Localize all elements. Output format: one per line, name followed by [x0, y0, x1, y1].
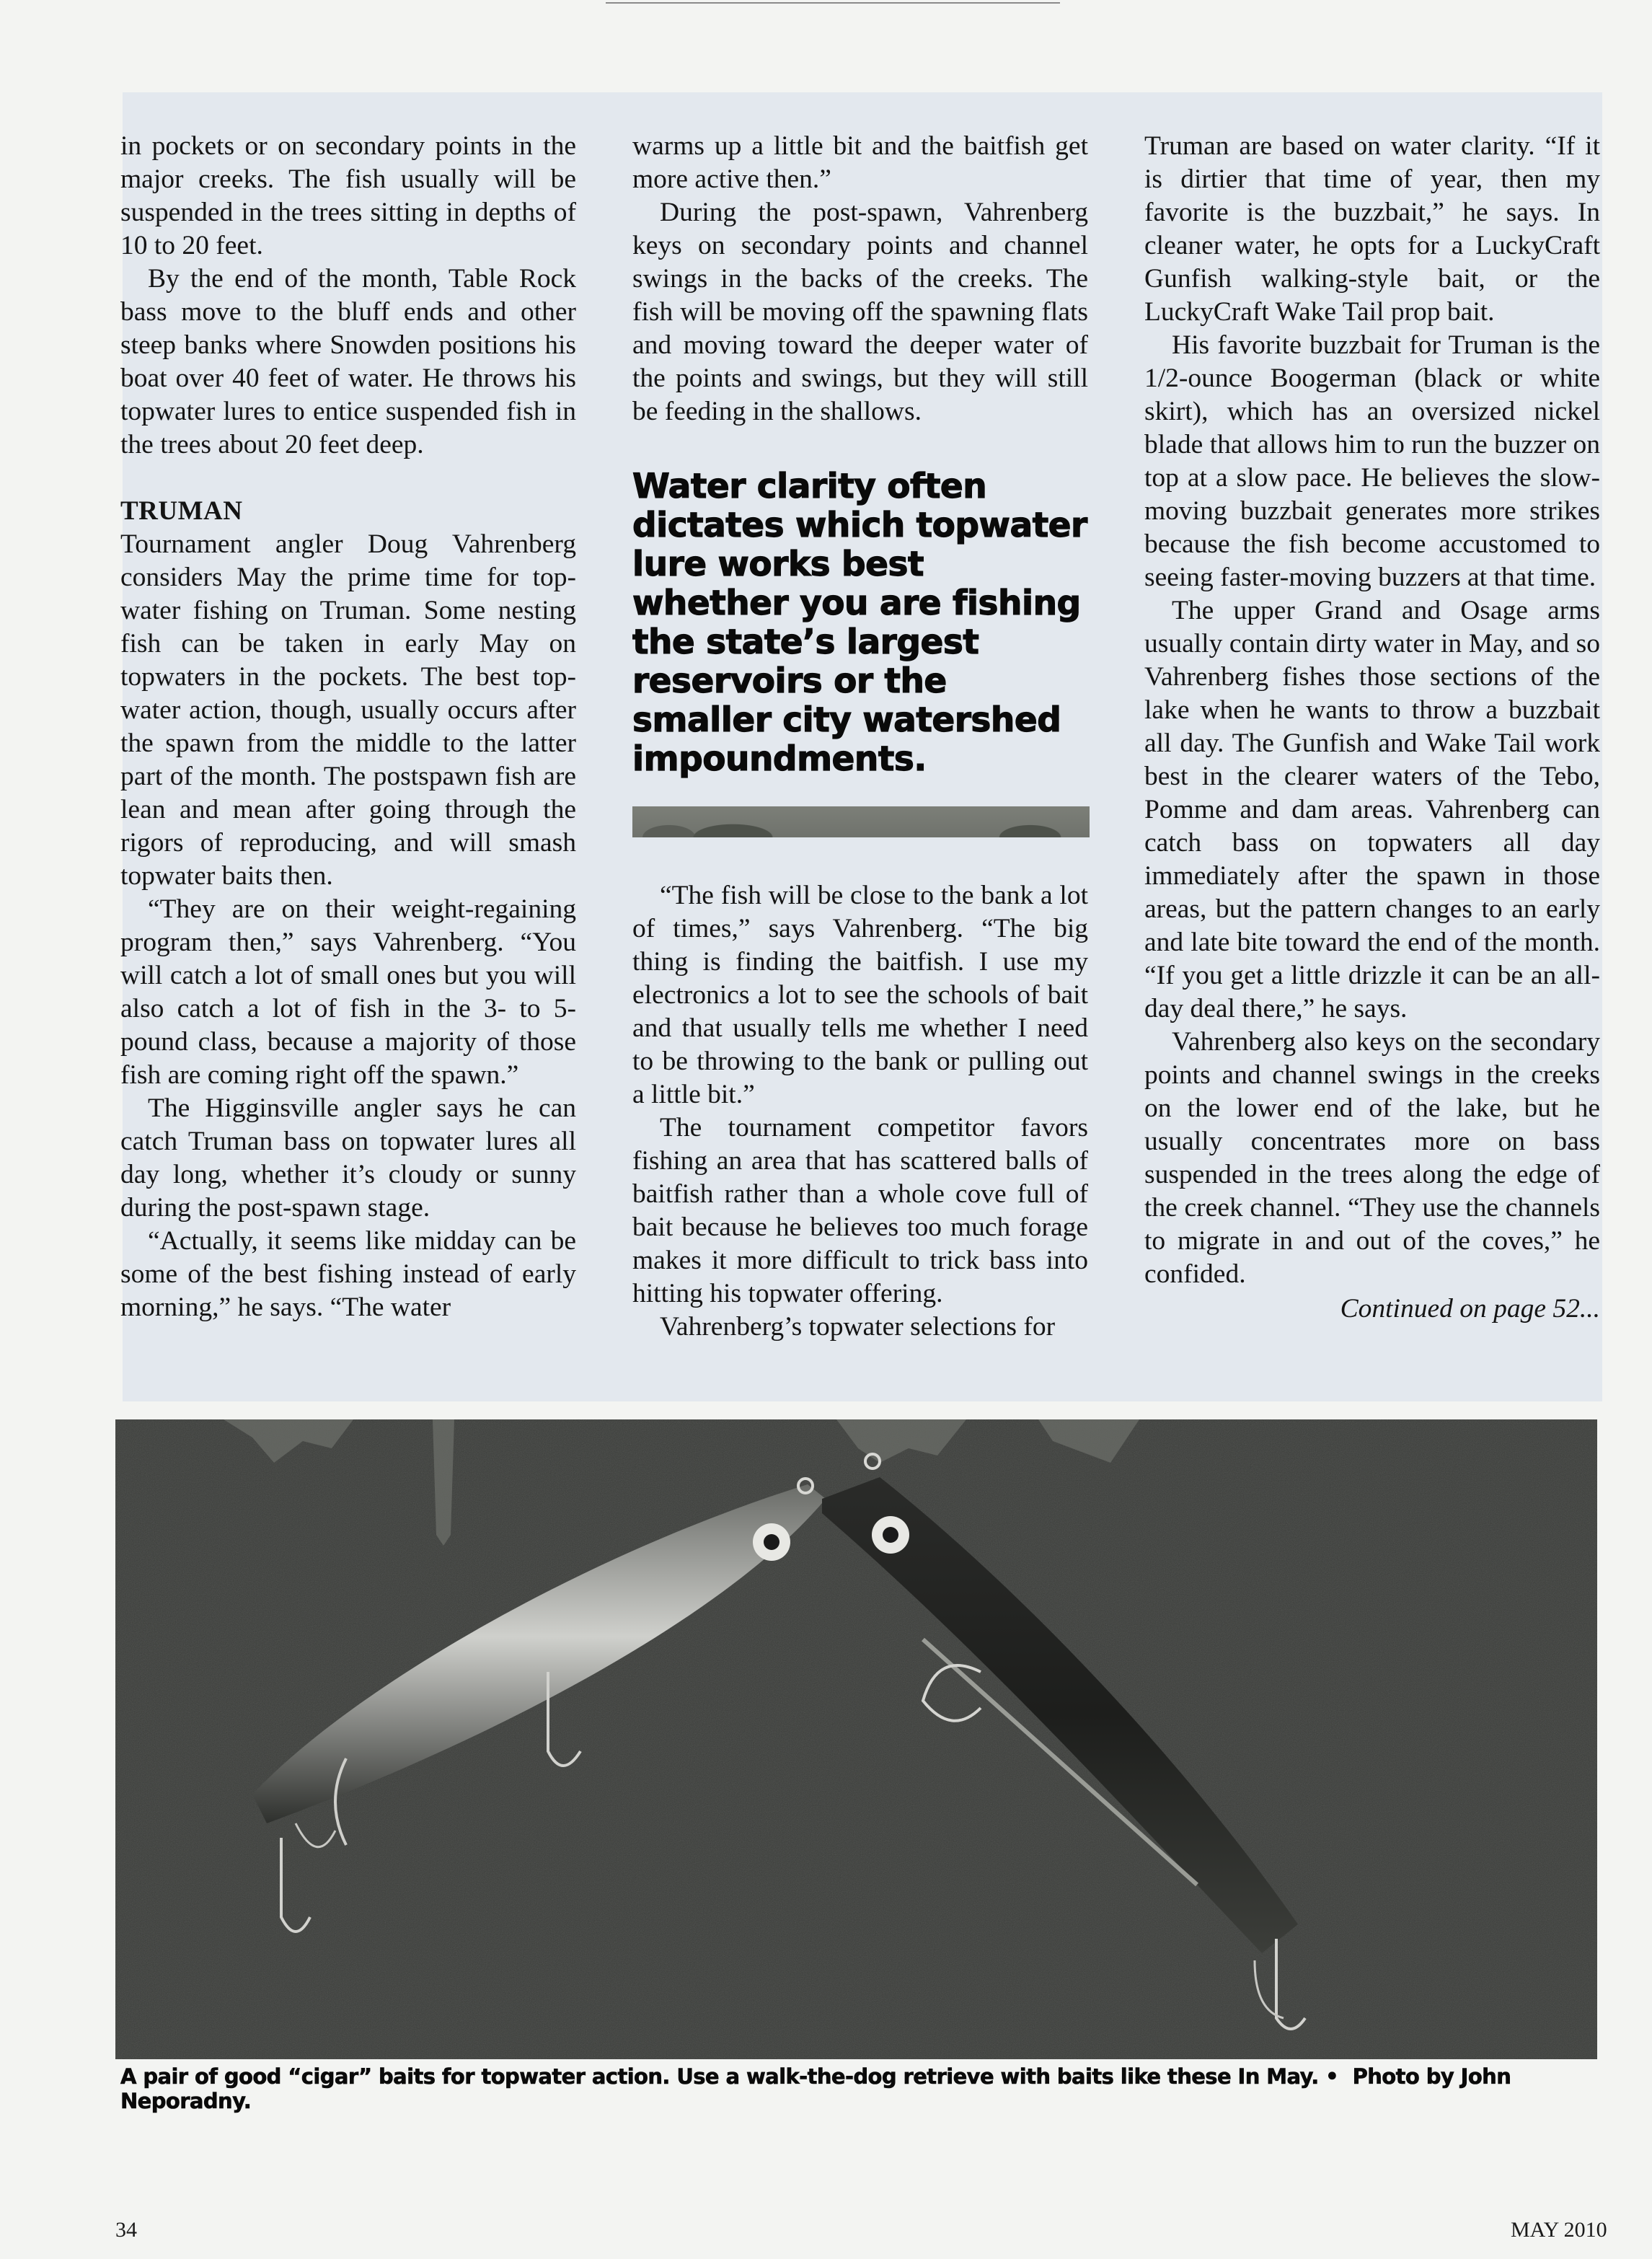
paragraph: The Higginsville angler says he can catch Truman bass on topwater lures all day long, whether it’s cloudy or sunny during the post-spawn stage.: [120, 1093, 576, 1223]
article-column-2: [632, 130, 1088, 1344]
page-top-rule: [606, 2, 1060, 4]
paragraph: “The fish will be close to the bank a lot of times,” says Vahrenberg. “The big thing is finding the baitfish. I use my electronics a lot to see the schools of bait and that usually tells me whether I need to be throwing to the bank or pulling out a little bit.”: [632, 881, 1088, 1109]
pull-quote: Water clarity often dictates which topwater lure works best whether you are fishing the state’s largest reservoirs or the smaller city watershed impoundments.: [632, 467, 1087, 779]
page-number: 34: [115, 2218, 137, 2242]
paragraph: Truman are based on water clarity. “If it is dirtier that time of year, then my favorite is the buzzbait,” he says. In cleaner water, he opts for a LuckyCraft Gunfish walking-style bait, or the LuckyCraft Wake Tail prop bait.: [1144, 131, 1600, 327]
pull-quote-image-strip: [632, 806, 1090, 837]
paragraph: warms up a little bit and the baitfish get more active then.”: [632, 131, 1088, 194]
caption-text: A pair of good “cigar” baits for topwater action. Use a walk-the-dog retrieve with baits like these In May.: [120, 2064, 1319, 2089]
photo-credit: Photo by John Neporadny.: [120, 2064, 1511, 2113]
article-column-3: [1144, 130, 1600, 1326]
paragraph: During the post-spawn, Vahrenberg keys on secondary points and channel swings in the backs of the creeks. The fish will be moving off the spawning flats and moving toward the deeper water of the points and swings, but they will still be feeding in the shallows.: [632, 198, 1088, 426]
article-column-1: [120, 130, 576, 1324]
issue-date: MAY 2010: [1511, 2218, 1607, 2242]
paragraph: Tournament angler Doug Vahrenberg considers May the prime time for topwater fishing on Truman. Some nesting fish can be taken in early May on topwaters in the pockets. The best topwater action, though, usually occurs after the spawn from the middle to the latter part of the month. The postspawn fish are lean and mean after going through the rigors of reproducing, and will smash topwater baits then.: [120, 529, 576, 891]
paragraph: The tournament competitor favors fishing an area that has scattered balls of baitfish rather than a whole cove full of bait because he believes too much forage makes it more difficult to trick bass into hitting his topwater offering.: [632, 1113, 1088, 1308]
continued-link[interactable]: Continued on page 52...: [1340, 1294, 1600, 1324]
paragraph: By the end of the month, Table Rock bass move to the bluff ends and other steep banks where Snowden positions his boat over 40 feet of water. He throws his topwater lures to entice suspended fish in the trees about 20 feet deep.: [120, 264, 576, 459]
lures-photo: [115, 1419, 1597, 2059]
paragraph: “They are on their weight-regaining program then,” says Vahrenberg. “You will catch a lot of small ones but you will also catch a lot of fish in the 3- to 5-pound class, because a majority of those fish are coming right off the spawn.”: [120, 894, 576, 1090]
paragraph: “Actually, it seems like midday can be some of the best fishing instead of early morning,” he says. “The water: [120, 1226, 576, 1322]
paragraph: in pockets or on secondary points in the major creeks. The fish usually will be suspended in the trees sitting in depths of 10 to 20 feet.: [120, 131, 576, 260]
paragraph: The upper Grand and Osage arms usually contain dirty water in May, and so Vahrenberg fishes those sections of the lake when he wants to throw a buzzbait all day. The Gunfish and Wake Tail work best in the clearer waters of the Tebo, Pomme and dam areas. Vahrenberg can catch bass on topwaters all day immediately after the spawn in those areas, but the pattern changes to an early and late bite toward the end of the month. “If you get a little drizzle it can be an all-day deal there,” he says.: [1144, 596, 1600, 1023]
caption-separator: •: [1325, 2064, 1339, 2089]
paragraph: Vahrenberg also keys on the secondary points and channel swings in the creeks on the lower end of the lake, but he usually concentrates more on bass suspended in the trees along the edge of the creek channel. “They use the channels to migrate in and out of the coves,” he confided.: [1144, 1027, 1600, 1289]
section-subhead: TRUMAN: [120, 496, 243, 526]
paragraph: Vahrenberg’s topwater selections for: [660, 1312, 1056, 1342]
photo-caption: [120, 2064, 1606, 2113]
lures-illustration: [115, 1419, 1597, 2059]
paragraph: His favorite buzzbait for Truman is the 1/2-ounce Boogerman (black or white skirt), which has an oversized nickel blade that allows him to run the buzzer on top at a slow pace. He believes the slow-moving buzzbait generates more strikes because the fish become accustomed to seeing faster-moving buzzers at that time.: [1144, 330, 1600, 592]
